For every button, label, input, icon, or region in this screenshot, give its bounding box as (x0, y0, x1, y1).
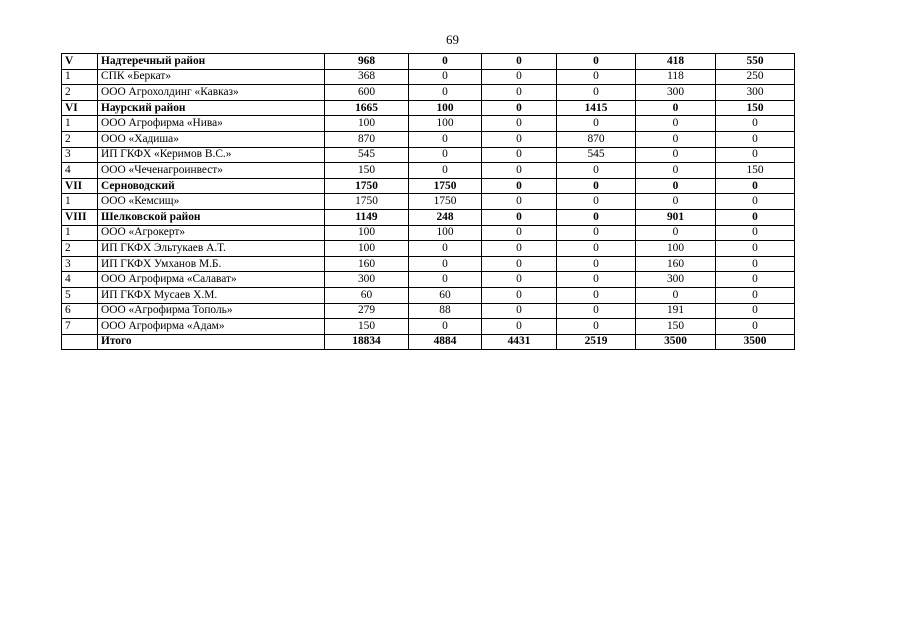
district-row (62, 178, 795, 194)
district-row (62, 54, 795, 70)
value-cell: 0 (636, 147, 716, 163)
row-number-cell: 1 (62, 194, 98, 210)
value-cell: 0 (482, 100, 557, 116)
organization-name-cell: ИП ГКФХ «Керимов В.С.» (98, 147, 325, 163)
row-number-cell: VI (62, 100, 98, 116)
value-cell: 0 (557, 178, 636, 194)
value-cell: 300 (325, 272, 409, 288)
value-cell: 0 (636, 131, 716, 147)
value-cell: 0 (636, 116, 716, 132)
value-cell: 1750 (409, 194, 482, 210)
value-cell: 0 (482, 54, 557, 70)
organization-name-cell: Серноводский (98, 178, 325, 194)
value-cell: 300 (636, 272, 716, 288)
row-number-cell: 4 (62, 163, 98, 179)
value-cell: 0 (557, 225, 636, 241)
value-cell: 0 (557, 209, 636, 225)
value-cell: 0 (716, 209, 795, 225)
data-table (61, 53, 795, 350)
table-row (62, 241, 795, 257)
organization-name-cell: ИП ГКФХ Мусаев Х.М. (98, 287, 325, 303)
page-number: 69 (446, 32, 459, 47)
value-cell: 0 (716, 131, 795, 147)
district-row (62, 100, 795, 116)
value-cell: 160 (325, 256, 409, 272)
value-cell: 901 (636, 209, 716, 225)
value-cell: 4431 (482, 334, 557, 350)
table-row (62, 163, 795, 179)
value-cell: 0 (482, 147, 557, 163)
value-cell: 0 (482, 225, 557, 241)
value-cell: 0 (557, 194, 636, 210)
value-cell: 0 (716, 225, 795, 241)
row-number-cell: V (62, 54, 98, 70)
value-cell: 0 (409, 256, 482, 272)
value-cell: 1750 (409, 178, 482, 194)
value-cell: 0 (557, 54, 636, 70)
organization-name-cell: ООО «Кемсищ» (98, 194, 325, 210)
value-cell: 968 (325, 54, 409, 70)
value-cell: 0 (557, 319, 636, 335)
value-cell: 0 (716, 287, 795, 303)
value-cell: 100 (325, 241, 409, 257)
table-row (62, 272, 795, 288)
table-row (62, 147, 795, 163)
value-cell: 0 (409, 69, 482, 85)
value-cell: 0 (482, 163, 557, 179)
value-cell: 418 (636, 54, 716, 70)
value-cell: 0 (482, 241, 557, 257)
value-cell: 150 (636, 319, 716, 335)
value-cell: 118 (636, 69, 716, 85)
organization-name-cell: ИП ГКФХ Эльтукаев А.Т. (98, 241, 325, 257)
organization-name-cell: СПК «Беркат» (98, 69, 325, 85)
organization-name-cell: ООО «Агрокерт» (98, 225, 325, 241)
value-cell: 0 (557, 116, 636, 132)
row-number-cell: 2 (62, 131, 98, 147)
row-number-cell: 7 (62, 319, 98, 335)
value-cell: 150 (716, 100, 795, 116)
row-number-cell: VIII (62, 209, 98, 225)
value-cell: 0 (482, 194, 557, 210)
value-cell: 88 (409, 303, 482, 319)
value-cell: 0 (482, 256, 557, 272)
row-number-cell: 3 (62, 147, 98, 163)
value-cell: 0 (409, 319, 482, 335)
value-cell: 250 (716, 69, 795, 85)
value-cell: 100 (409, 100, 482, 116)
table-row (62, 225, 795, 241)
value-cell: 0 (716, 116, 795, 132)
value-cell: 18834 (325, 334, 409, 350)
value-cell: 550 (716, 54, 795, 70)
value-cell: 100 (409, 116, 482, 132)
value-cell: 0 (482, 272, 557, 288)
value-cell: 0 (557, 163, 636, 179)
value-cell: 0 (409, 147, 482, 163)
value-cell: 60 (325, 287, 409, 303)
district-row (62, 209, 795, 225)
value-cell: 0 (409, 163, 482, 179)
value-cell: 1149 (325, 209, 409, 225)
value-cell: 0 (716, 178, 795, 194)
value-cell: 100 (409, 225, 482, 241)
value-cell: 0 (716, 319, 795, 335)
table-row (62, 319, 795, 335)
value-cell: 1750 (325, 178, 409, 194)
value-cell: 0 (482, 303, 557, 319)
organization-name-cell: ООО Агрохолдинг «Кавказ» (98, 85, 325, 101)
value-cell: 0 (409, 241, 482, 257)
value-cell: 0 (482, 131, 557, 147)
value-cell: 0 (409, 85, 482, 101)
row-number-cell (62, 334, 98, 350)
value-cell: 870 (325, 131, 409, 147)
value-cell: 60 (409, 287, 482, 303)
table-row (62, 194, 795, 210)
value-cell: 160 (636, 256, 716, 272)
value-cell: 0 (716, 303, 795, 319)
row-number-cell: 1 (62, 116, 98, 132)
value-cell: 0 (482, 287, 557, 303)
organization-name-cell: ООО Агрофирма «Адам» (98, 319, 325, 335)
organization-name-cell: Итого (98, 334, 325, 350)
value-cell: 0 (557, 303, 636, 319)
table-row (62, 85, 795, 101)
value-cell: 0 (557, 69, 636, 85)
value-cell: 100 (325, 225, 409, 241)
row-number-cell: 2 (62, 85, 98, 101)
organization-name-cell: ООО «Чеченагроинвест» (98, 163, 325, 179)
value-cell: 0 (557, 272, 636, 288)
value-cell: 0 (636, 225, 716, 241)
value-cell: 100 (636, 241, 716, 257)
total-row (62, 334, 795, 350)
row-number-cell: 1 (62, 69, 98, 85)
value-cell: 4884 (409, 334, 482, 350)
value-cell: 0 (636, 194, 716, 210)
row-number-cell: 2 (62, 241, 98, 257)
value-cell: 191 (636, 303, 716, 319)
value-cell: 0 (409, 272, 482, 288)
organization-name-cell: ООО «Хадиша» (98, 131, 325, 147)
organization-name-cell: Наурский район (98, 100, 325, 116)
table-row (62, 256, 795, 272)
value-cell: 600 (325, 85, 409, 101)
value-cell: 0 (482, 85, 557, 101)
value-cell: 248 (409, 209, 482, 225)
value-cell: 0 (409, 131, 482, 147)
value-cell: 368 (325, 69, 409, 85)
row-number-cell: 4 (62, 272, 98, 288)
value-cell: 0 (482, 209, 557, 225)
organization-name-cell: ИП ГКФХ Умханов М.Б. (98, 256, 325, 272)
table-row (62, 69, 795, 85)
value-cell: 0 (482, 319, 557, 335)
value-cell: 100 (325, 116, 409, 132)
value-cell: 0 (482, 178, 557, 194)
value-cell: 0 (482, 116, 557, 132)
value-cell: 3500 (636, 334, 716, 350)
organization-name-cell: ООО Агрофирма «Салават» (98, 272, 325, 288)
table-body (62, 54, 795, 350)
value-cell: 0 (557, 85, 636, 101)
value-cell: 2519 (557, 334, 636, 350)
value-cell: 150 (716, 163, 795, 179)
value-cell: 545 (325, 147, 409, 163)
value-cell: 870 (557, 131, 636, 147)
value-cell: 150 (325, 319, 409, 335)
value-cell: 300 (636, 85, 716, 101)
value-cell: 150 (325, 163, 409, 179)
organization-name-cell: Шелковской район (98, 209, 325, 225)
value-cell: 1415 (557, 100, 636, 116)
value-cell: 0 (716, 272, 795, 288)
value-cell: 0 (636, 287, 716, 303)
organization-name-cell: ООО «Агрофирма Тополь» (98, 303, 325, 319)
table-row (62, 116, 795, 132)
row-number-cell: 1 (62, 225, 98, 241)
table-row (62, 287, 795, 303)
value-cell: 1750 (325, 194, 409, 210)
organization-name-cell: Надтеречный район (98, 54, 325, 70)
value-cell: 0 (636, 100, 716, 116)
row-number-cell: VII (62, 178, 98, 194)
value-cell: 0 (557, 241, 636, 257)
value-cell: 0 (716, 147, 795, 163)
table-row (62, 303, 795, 319)
row-number-cell: 6 (62, 303, 98, 319)
value-cell: 0 (557, 287, 636, 303)
value-cell: 0 (409, 54, 482, 70)
value-cell: 3500 (716, 334, 795, 350)
value-cell: 0 (716, 241, 795, 257)
value-cell: 545 (557, 147, 636, 163)
value-cell: 300 (716, 85, 795, 101)
organization-name-cell: ООО Агрофирма «Нива» (98, 116, 325, 132)
value-cell: 279 (325, 303, 409, 319)
value-cell: 1665 (325, 100, 409, 116)
value-cell: 0 (482, 69, 557, 85)
value-cell: 0 (716, 256, 795, 272)
value-cell: 0 (636, 178, 716, 194)
value-cell: 0 (636, 163, 716, 179)
row-number-cell: 3 (62, 256, 98, 272)
value-cell: 0 (716, 194, 795, 210)
value-cell: 0 (557, 256, 636, 272)
table-row (62, 131, 795, 147)
row-number-cell: 5 (62, 287, 98, 303)
